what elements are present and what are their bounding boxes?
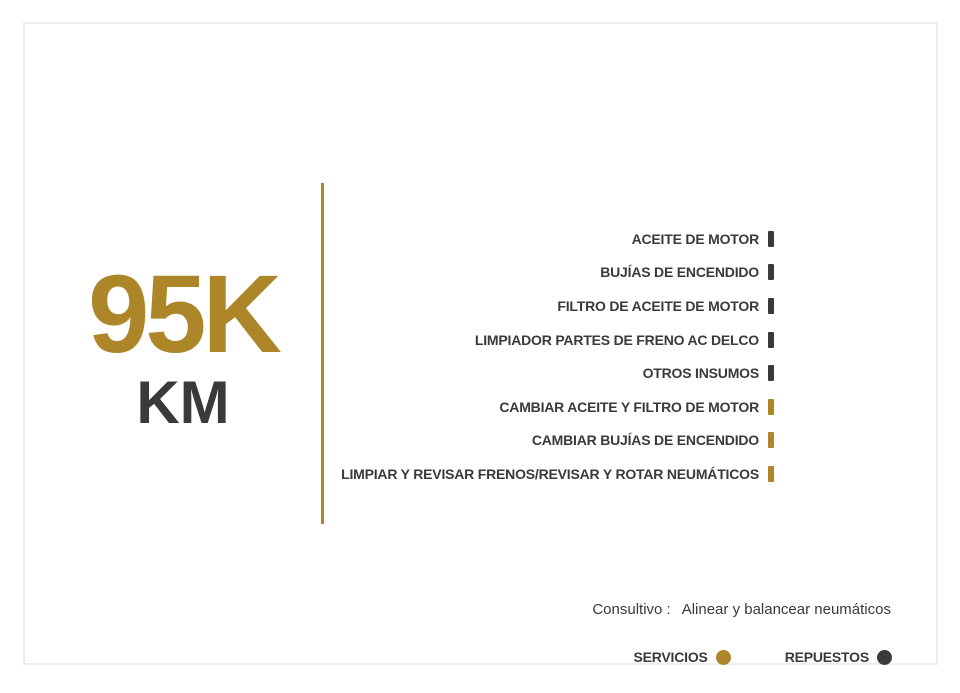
service-label: CAMBIAR ACEITE Y FILTRO DE MOTOR [499,398,759,415]
consultivo-note [592,601,891,618]
service-label: CAMBIAR BUJÍAS DE ENCENDIDO [531,432,759,449]
list-item [341,356,774,390]
service-label: FILTRO DE ACEITE DE MOTOR [557,297,759,314]
service-type-marker-icon [768,231,774,247]
list-item [341,424,774,458]
mileage-value: 95K [88,253,278,376]
service-label: BUJÍAS DE ENCENDIDO [600,264,759,281]
servicios-dot-icon [716,650,731,665]
service-type-marker-icon [768,332,774,348]
consultivo-label: Consultivo : [592,601,671,618]
service-label: LIMPIAR Y REVISAR FRENOS/REVISAR Y ROTAR NEUMÁTICOS [341,465,759,482]
consultivo-value: Alinear y balancear neumáticos [681,601,891,618]
list-item [341,289,774,323]
service-label: LIMPIADOR PARTES DE FRENO AC DELCO [474,331,759,348]
legend-item-servicios [633,649,730,665]
list-item [341,256,774,290]
list-item [341,222,774,256]
service-label: ACEITE DE MOTOR [631,230,759,247]
list-item [341,390,774,424]
mileage-unit: KM [136,369,230,437]
service-type-marker-icon [768,466,774,482]
mileage-milestone [81,253,285,437]
service-type-marker-icon [768,298,774,314]
repuestos-dot-icon [877,650,892,665]
maintenance-card [23,22,938,665]
service-type-marker-icon [768,432,774,448]
legend [633,649,892,665]
service-type-marker-icon [768,264,774,280]
legend-item-repuestos [785,649,892,665]
service-type-marker-icon [768,365,774,381]
legend-label-servicios: SERVICIOS [633,649,708,665]
service-type-marker-icon [768,399,774,415]
service-label: OTROS INSUMOS [642,365,759,382]
services-list [341,222,774,491]
list-item [341,323,774,357]
list-item [341,457,774,491]
vertical-divider [321,183,324,524]
legend-label-repuestos: REPUESTOS [784,649,869,665]
